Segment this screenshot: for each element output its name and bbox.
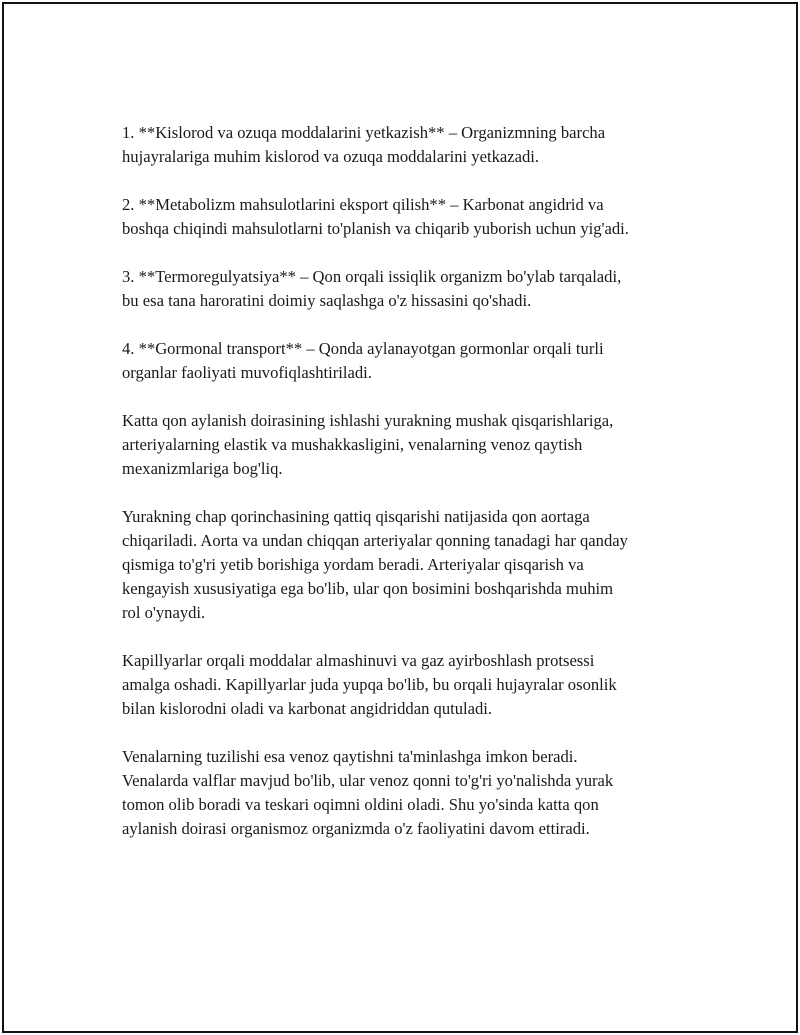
paragraph-systemic-circulation [122,409,722,481]
paragraph-capillaries [122,649,722,721]
text-line: amalga oshadi. Kapillyarlar juda yupqa bo'lib, bu orqali hujayralar osonlik [122,675,617,694]
text-line: 2. **Metabolizm mahsulotlarini eksport qilish** – Karbonat angidrid va [122,195,604,214]
text-line: bilan kislorodni oladi va karbonat angidriddan qutuladi. [122,699,493,718]
text-line: Venalarning tuzilishi esa venoz qaytishni ta'minlashga imkon beradi. [122,747,578,766]
text-line: hujayralariga muhim kislorod va ozuqa moddalarini yetkazadi. [122,147,540,166]
list-item-thermoregulation [122,265,722,313]
page-frame [2,2,798,1033]
text-line: kengayish xususiyatiga ega bo'lib, ular qon bosimini boshqarishda muhim [122,579,614,598]
text-line: qismiga to'g'ri yetib borishiga yordam beradi. Arteriyalar qisqarish va [122,555,584,574]
text-line: arteriyalarning elastik va mushakkasligini, venalarning venoz qaytish [122,435,583,454]
text-line: Yurakning chap qorinchasining qattiq qisqarishi natijasida qon aortaga [122,507,590,526]
text-line: chiqariladi. Aorta va undan chiqqan arteriyalar qonning tanadagi har qanday [122,531,628,550]
paragraph-left-ventricle [122,505,722,625]
text-line: boshqa chiqindi mahsulotlarni to'planish va chiqarib yuborish uchun yig'adi. [122,219,629,238]
text-line: organlar faoliyati muvofiqlashtiriladi. [122,363,372,382]
text-line: bu esa tana haroratini doimiy saqlashga o'z hissasini qo'shadi. [122,291,532,310]
list-item-metabolism-export [122,193,722,241]
document-body [122,121,722,841]
text-line: aylanish doirasi organismoz organizmda o'z faoliyatini davom ettiradi. [122,819,590,838]
paragraph-veins [122,745,722,841]
text-line: 3. **Termoregulyatsiya** – Qon orqali issiqlik organizm bo'ylab tarqaladi, [122,267,622,286]
text-line: Venalarda valflar mavjud bo'lib, ular venoz qonni to'g'ri yo'nalishda yurak [122,771,614,790]
text-line: rol o'ynaydi. [122,603,206,622]
text-line: mexanizmlariga bog'liq. [122,459,283,478]
list-item-oxygen-delivery [122,121,722,169]
text-line: 1. **Kislorod va ozuqa moddalarini yetkazish** – Organizmning barcha [122,123,606,142]
text-line: 4. **Gormonal transport** – Qonda aylanayotgan gormonlar orqali turli [122,339,604,358]
list-item-hormonal-transport [122,337,722,385]
text-line: Kapillyarlar orqali moddalar almashinuvi va gaz ayirboshlash protsessi [122,651,595,670]
text-line: Katta qon aylanish doirasining ishlashi yurakning mushak qisqarishlariga, [122,411,614,430]
text-line: tomon olib boradi va teskari oqimni oldini oladi. Shu yo'sinda katta qon [122,795,599,814]
